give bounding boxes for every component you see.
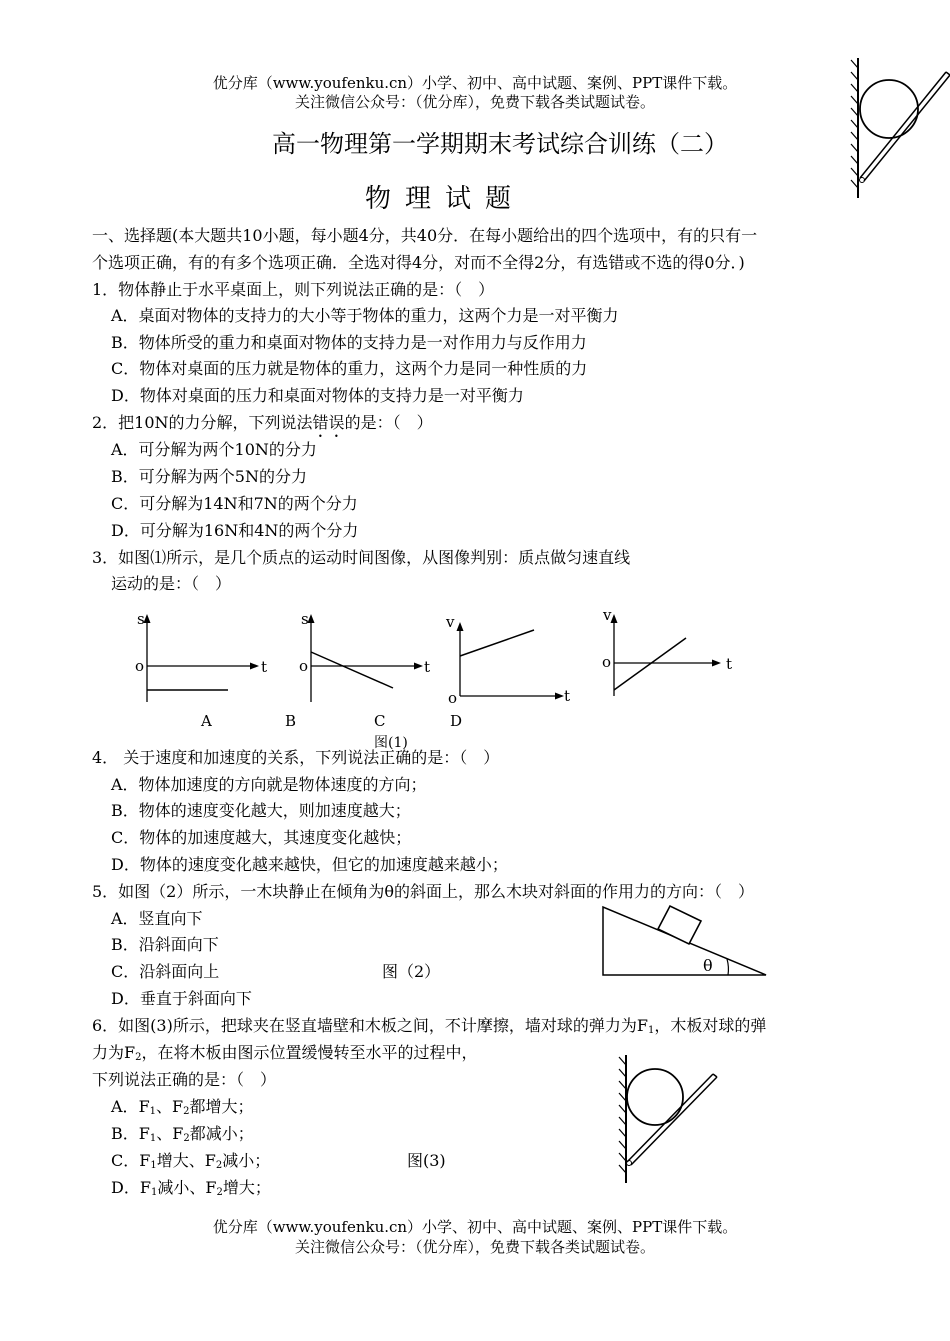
q6-option-b-letter: B． bbox=[111, 1124, 139, 1143]
q3-line1: 3．如图⑴所示，是几个质点的运动时间图像，从图像判别：质点做匀速直线 bbox=[92, 548, 631, 567]
q3-letter-a: A bbox=[201, 712, 212, 730]
q2-option-a: A．可分解为两个10N的分力 bbox=[111, 440, 317, 459]
section1-line2: 个选项正确，有的有多个选项正确．全选对得4分，对而不全得2分，有选错或不选的得0分．) bbox=[92, 253, 745, 272]
q3-graph-b-origin: o bbox=[299, 657, 309, 675]
q6-option-d-s2: 2 bbox=[216, 1187, 223, 1198]
q6-line1-a: 6．如图(3)所示，把球夹在竖直墙壁和木板之间，不计摩擦，墙对球的弹力为F bbox=[92, 1016, 648, 1035]
q6-option-d-f1: F bbox=[139, 1178, 151, 1197]
q6-option-b-end: 都减小； bbox=[189, 1124, 254, 1143]
q3-letter-b: B bbox=[285, 712, 297, 730]
q1-option-a: A．桌面对物体的支持力的大小等于物体的重力，这两个力是一对平衡力 bbox=[111, 306, 619, 325]
q3-graph-a-x-label: t bbox=[261, 658, 268, 676]
q6-option-c-mid: 增大、F bbox=[156, 1151, 216, 1170]
q6-option-d-end: 增大； bbox=[222, 1178, 271, 1197]
q2-option-c: C．可分解为14N和7N的两个分力 bbox=[111, 494, 358, 513]
q6-option-c-s2: 2 bbox=[215, 1160, 223, 1171]
footer-line-2: 关注微信公众号：（优分库），免费下载各类试题试卷。 bbox=[294, 1238, 655, 1256]
page-subtitle: 物理试题 bbox=[364, 184, 525, 214]
q6-option-c-letter: C． bbox=[111, 1151, 140, 1170]
q6-option-c-s1: 1 bbox=[150, 1160, 157, 1171]
q6-option-c-f1: F bbox=[139, 1151, 151, 1170]
q3-graph-d bbox=[597, 604, 747, 704]
q6-option-c-end: 减小； bbox=[222, 1151, 271, 1170]
q6-option-b-s1: 1 bbox=[149, 1133, 157, 1144]
q3-line2: 运动的是：（ ） bbox=[111, 574, 232, 593]
q6-option-d-mid: 减小、F bbox=[157, 1178, 217, 1197]
q5-option-d: D．垂直于斜面向下 bbox=[111, 989, 252, 1008]
q4-option-c: C．物体的加速度越大，其速度变化越快； bbox=[111, 828, 412, 847]
header-line-1: 优分库（www.youfenku.cn）小学、初中、高中试题、案例、PPT课件下载。 bbox=[212, 74, 738, 92]
q5-stem: 5．如图（2）所示，一木块静止在倾角为θ的斜面上，那么木块对斜面的作用力的方向：（ ） bbox=[92, 882, 754, 901]
q3-graph-d-origin: o bbox=[602, 653, 612, 671]
q3-letter-c: C bbox=[374, 712, 386, 730]
q2-stem-pre: 2．把10N的力分解，下列说法 bbox=[92, 413, 313, 432]
q5-option-a: A．竖直向下 bbox=[111, 909, 203, 928]
q3-graph-b bbox=[292, 610, 432, 710]
q3-graph-a-origin: o bbox=[135, 657, 145, 675]
q4-option-a: A．物体加速度的方向就是物体速度的方向； bbox=[111, 775, 427, 794]
q4-option-d: D．物体的速度变化越来越快，但它的加速度越来越小； bbox=[111, 855, 508, 874]
q2-option-b: B．可分解为两个5N的分力 bbox=[111, 467, 307, 486]
q5-incline-figure bbox=[600, 897, 780, 987]
q6-line1-b: ，木板对球的弹 bbox=[654, 1016, 767, 1035]
q3-letter-d: D bbox=[450, 712, 463, 730]
q2-stem-post: 的是：（ ） bbox=[344, 413, 433, 432]
q6-line2-a: 力为F bbox=[92, 1043, 136, 1062]
q6-option-a-mid: 、F bbox=[156, 1097, 184, 1116]
q6-option-b-f1: F bbox=[138, 1124, 150, 1143]
q3-graph-d-y-label: v bbox=[603, 606, 612, 624]
q6-line2-b: ，在将木板由图示位置缓慢转至水平的过程中， bbox=[141, 1043, 478, 1062]
q3-graph-d-x-label: t bbox=[726, 655, 733, 673]
q6-option-a-f1: F bbox=[138, 1097, 150, 1116]
q3-graph-c bbox=[443, 610, 583, 710]
q5-option-c: C．沿斜面向上 bbox=[111, 962, 220, 981]
q6-option-d-s1: 1 bbox=[150, 1187, 158, 1198]
q6-line3: 下列说法正确的是：（ ） bbox=[92, 1070, 277, 1089]
q3-caption: 图(1) bbox=[374, 735, 408, 751]
q6-line2-sub: 2 bbox=[135, 1052, 142, 1063]
q2-option-d: D．可分解为16N和4N的两个分力 bbox=[111, 521, 359, 540]
q1-option-c: C．物体对桌面的压力就是物体的重力，这两个力是同一种性质的力 bbox=[111, 359, 588, 378]
q1-stem: 1．物体静止于水平桌面上，则下列说法正确的是：（ ） bbox=[92, 280, 495, 299]
q3-graph-c-y-label: v bbox=[446, 613, 455, 631]
q3-graph-b-x-label: t bbox=[424, 658, 431, 676]
q6-option-a-s2: 2 bbox=[183, 1106, 190, 1117]
q6-option-b-s2: 2 bbox=[183, 1133, 190, 1144]
q6-option-a-s1: 1 bbox=[149, 1106, 157, 1117]
q3-graph-c-x-label: t bbox=[564, 687, 571, 705]
q3-graph-a bbox=[128, 610, 268, 710]
q6-option-b-mid: 、F bbox=[156, 1124, 184, 1143]
q5-angle-label: θ bbox=[703, 956, 713, 975]
q2-stem-emphasis: 错误 bbox=[312, 413, 345, 432]
q6-option-a-end: 都增大； bbox=[189, 1097, 254, 1116]
q3-graph-c-origin: o bbox=[448, 689, 458, 707]
q6-option-d-letter: D． bbox=[111, 1178, 140, 1197]
q6-caption: 图(3) bbox=[407, 1151, 446, 1170]
q1-option-d: D．物体对桌面的压力和桌面对物体的支持力是一对平衡力 bbox=[111, 386, 524, 405]
q5-caption: 图（2） bbox=[382, 962, 441, 981]
section1-line1: 一、选择题(本大题共10小题，每小题4分，共40分．在每小题给出的四个选项中，有的只有一 bbox=[92, 226, 758, 245]
q6-option-d bbox=[111, 1174, 271, 1206]
q1-option-b: B．物体所受的重力和桌面对物体的支持力是一对作用力与反作用力 bbox=[111, 333, 587, 352]
page-title: 高一物理第一学期期末考试综合训练（二） bbox=[272, 130, 728, 158]
q6-line1-sub: 1 bbox=[647, 1025, 655, 1036]
header-line-2: 关注微信公众号：（优分库），免费下载各类试题试卷。 bbox=[294, 93, 655, 111]
q5-option-b: B．沿斜面向下 bbox=[111, 935, 219, 954]
footer-line-1: 优分库（www.youfenku.cn）小学、初中、高中试题、案例、PPT课件下载。 bbox=[212, 1218, 738, 1236]
q3-graph-a-y-label: s bbox=[137, 610, 145, 628]
q3-graph-b-y-label: s bbox=[301, 610, 309, 628]
q6-ball-wall-figure bbox=[614, 1055, 724, 1195]
q6-option-a-letter: A． bbox=[111, 1097, 139, 1116]
q4-stem: 4． 关于速度和加速度的关系，下列说法正确的是：（ ） bbox=[92, 748, 500, 767]
q4-option-b: B．物体的速度变化越大，则加速度越大； bbox=[111, 801, 411, 820]
